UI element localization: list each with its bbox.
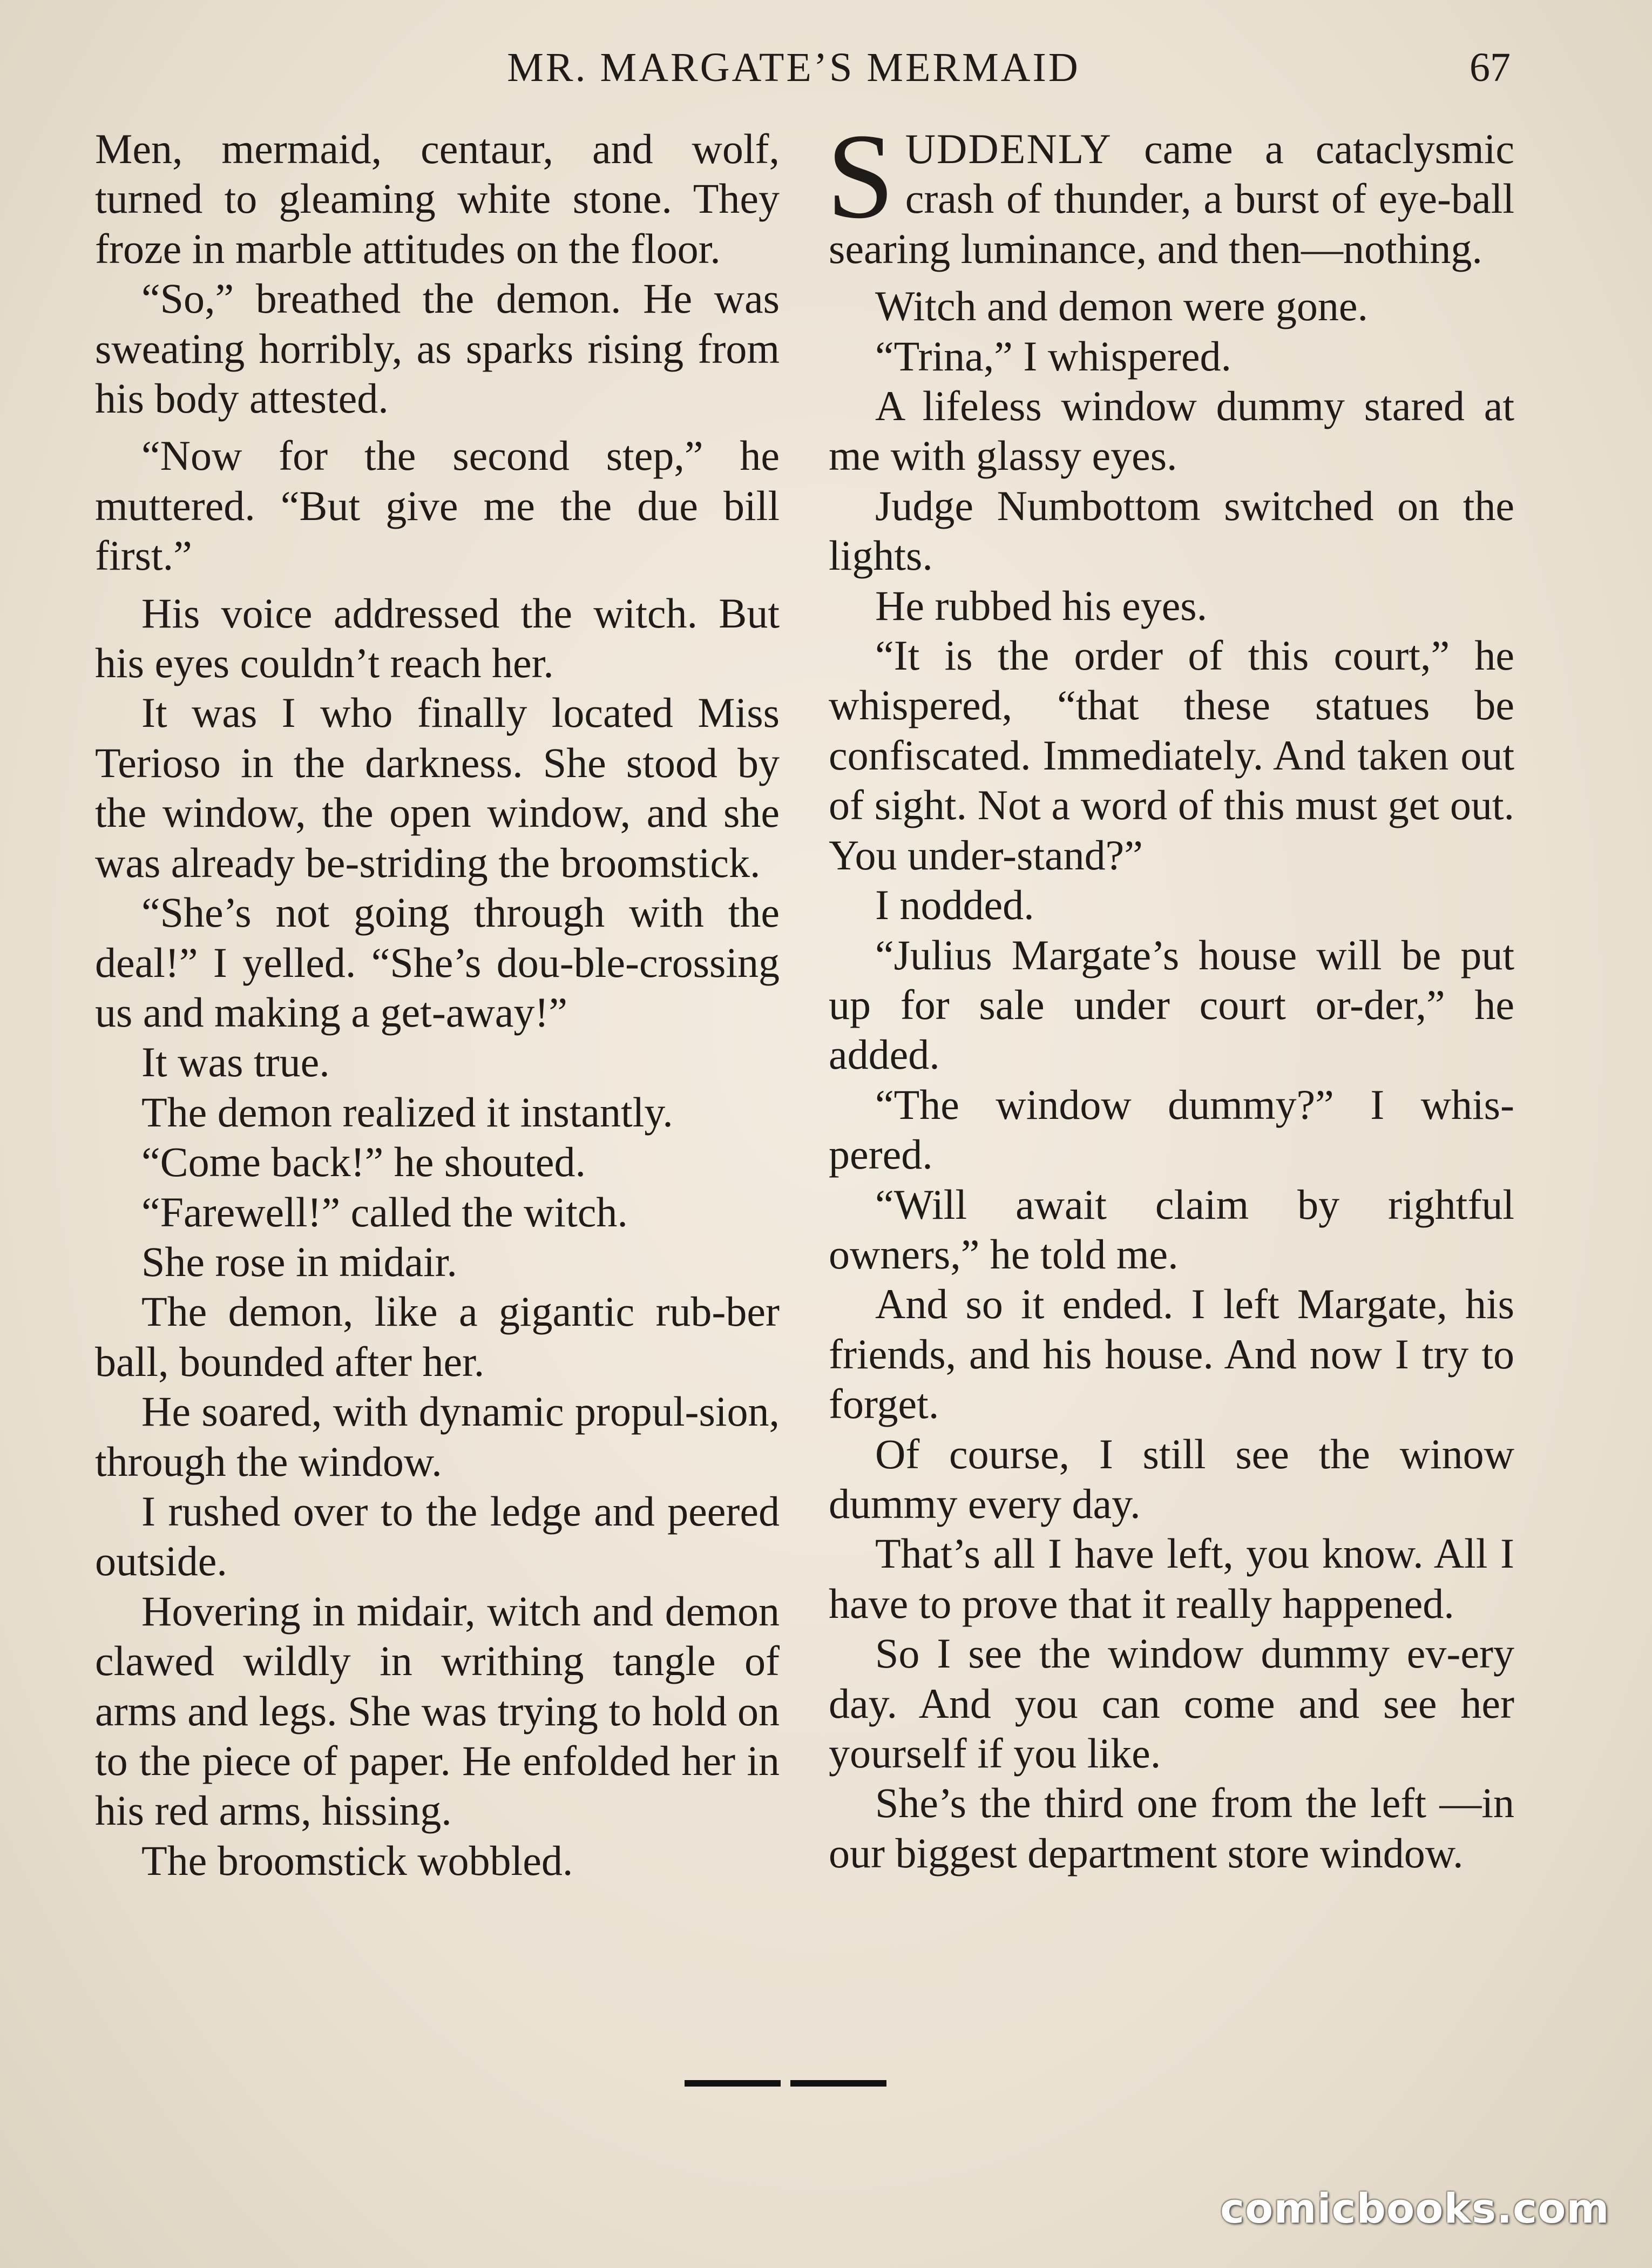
- paragraph: I rushed over to the ledge and peered outside.: [95, 1487, 780, 1585]
- paragraph: “Trina,” I whispered.: [875, 332, 1231, 380]
- paragraph: Witch and demon were gone.: [875, 282, 1369, 330]
- paragraph: So I see the window dummy ev-ery day. And you can come and see her yourself if you like.: [829, 1630, 1514, 1777]
- paragraph: “Will await claim by rightful owners,” he told me.: [829, 1180, 1514, 1278]
- lead-caps: UDDENLY: [905, 125, 1112, 172]
- paragraph: The demon, like a gigantic rub-ber ball, bounded after her.: [95, 1288, 780, 1385]
- paragraph: “Farewell!” called the witch.: [141, 1188, 628, 1236]
- paragraph: It was I who finally located Miss Terioso in the darkness. She stood by the window, the open window, and she was already be-striding the broomstick.: [95, 689, 780, 886]
- page-header: [0, 44, 1652, 104]
- opening-paragraph: [827, 109, 1514, 274]
- paragraph: Hovering in midair, witch and demon clawed wildly in writhing tangle of arms and legs. She was trying to hold on to the piece of paper. He enfolded her in his red arms, hissing.: [95, 1587, 780, 1834]
- paragraph: He soared, with dynamic propul-sion, through the window.: [95, 1388, 780, 1485]
- paragraph: “Now for the second step,” he muttered. “But give me the due bill first.”: [95, 432, 780, 579]
- drop-cap: S: [827, 109, 895, 244]
- paragraph: “The window dummy?” I whis-pered.: [829, 1081, 1514, 1178]
- paragraph: The demon realized it instantly.: [141, 1088, 673, 1136]
- paragraph: “It is the order of this court,” he whispered, “that these statues be confiscated. Immediately. And taken out of sight. Not a word of this must get out. You under-stand?”: [829, 632, 1514, 879]
- right-column: [827, 109, 1514, 1878]
- end-rule-left: [685, 2080, 781, 2087]
- paragraph: His voice addressed the witch. But his eyes couldn’t reach her.: [95, 589, 780, 687]
- paragraph: Men, mermaid, centaur, and wolf, turned to gleaming white stone. They froze in marble attitudes on the floor.: [95, 125, 780, 272]
- end-of-story-rule: [685, 2080, 925, 2087]
- paragraph: And so it ended. I left Margate, his friends, and his house. And now I try to forget.: [829, 1280, 1514, 1428]
- opening-text: came a cataclysmic crash of thunder, a burst of eye-ball searing luminance, and then—nothing.: [829, 125, 1514, 272]
- site-watermark: comicbooks.com: [1220, 2184, 1610, 2232]
- page-number: 67: [1470, 45, 1511, 90]
- running-title: MR. MARGATE’S MERMAID: [507, 45, 1080, 90]
- paragraph: It was true.: [141, 1038, 330, 1086]
- paragraph: She’s the third one from the left —in our biggest department store window.: [829, 1779, 1514, 1877]
- end-rule-right: [790, 2080, 886, 2087]
- paragraph: “So,” breathed the demon. He was sweating horribly, as sparks rising from his body attested.: [95, 275, 780, 422]
- paragraph: She rose in midair.: [141, 1238, 457, 1285]
- left-column: [95, 124, 780, 1886]
- paragraph: “Come back!” he shouted.: [141, 1138, 586, 1186]
- paragraph: I nodded.: [875, 881, 1034, 929]
- paragraph: He rubbed his eyes.: [875, 582, 1208, 629]
- paragraph: That’s all I have left, you know. All I have to prove that it really happened.: [829, 1530, 1514, 1627]
- paragraph: The broomstick wobbled.: [141, 1837, 573, 1884]
- paragraph: A lifeless window dummy stared at me with glassy eyes.: [829, 382, 1514, 480]
- paragraph: Of course, I still see the winow dummy every day.: [829, 1430, 1514, 1527]
- paragraph: “Julius Margate’s house will be put up for sale under court or-der,” he added.: [829, 931, 1514, 1078]
- paragraph: “She’s not going through with the deal!” I yelled. “She’s dou-ble-crossing us and making a get-away!”: [95, 889, 780, 1036]
- paragraph: Judge Numbottom switched on the lights.: [829, 482, 1514, 579]
